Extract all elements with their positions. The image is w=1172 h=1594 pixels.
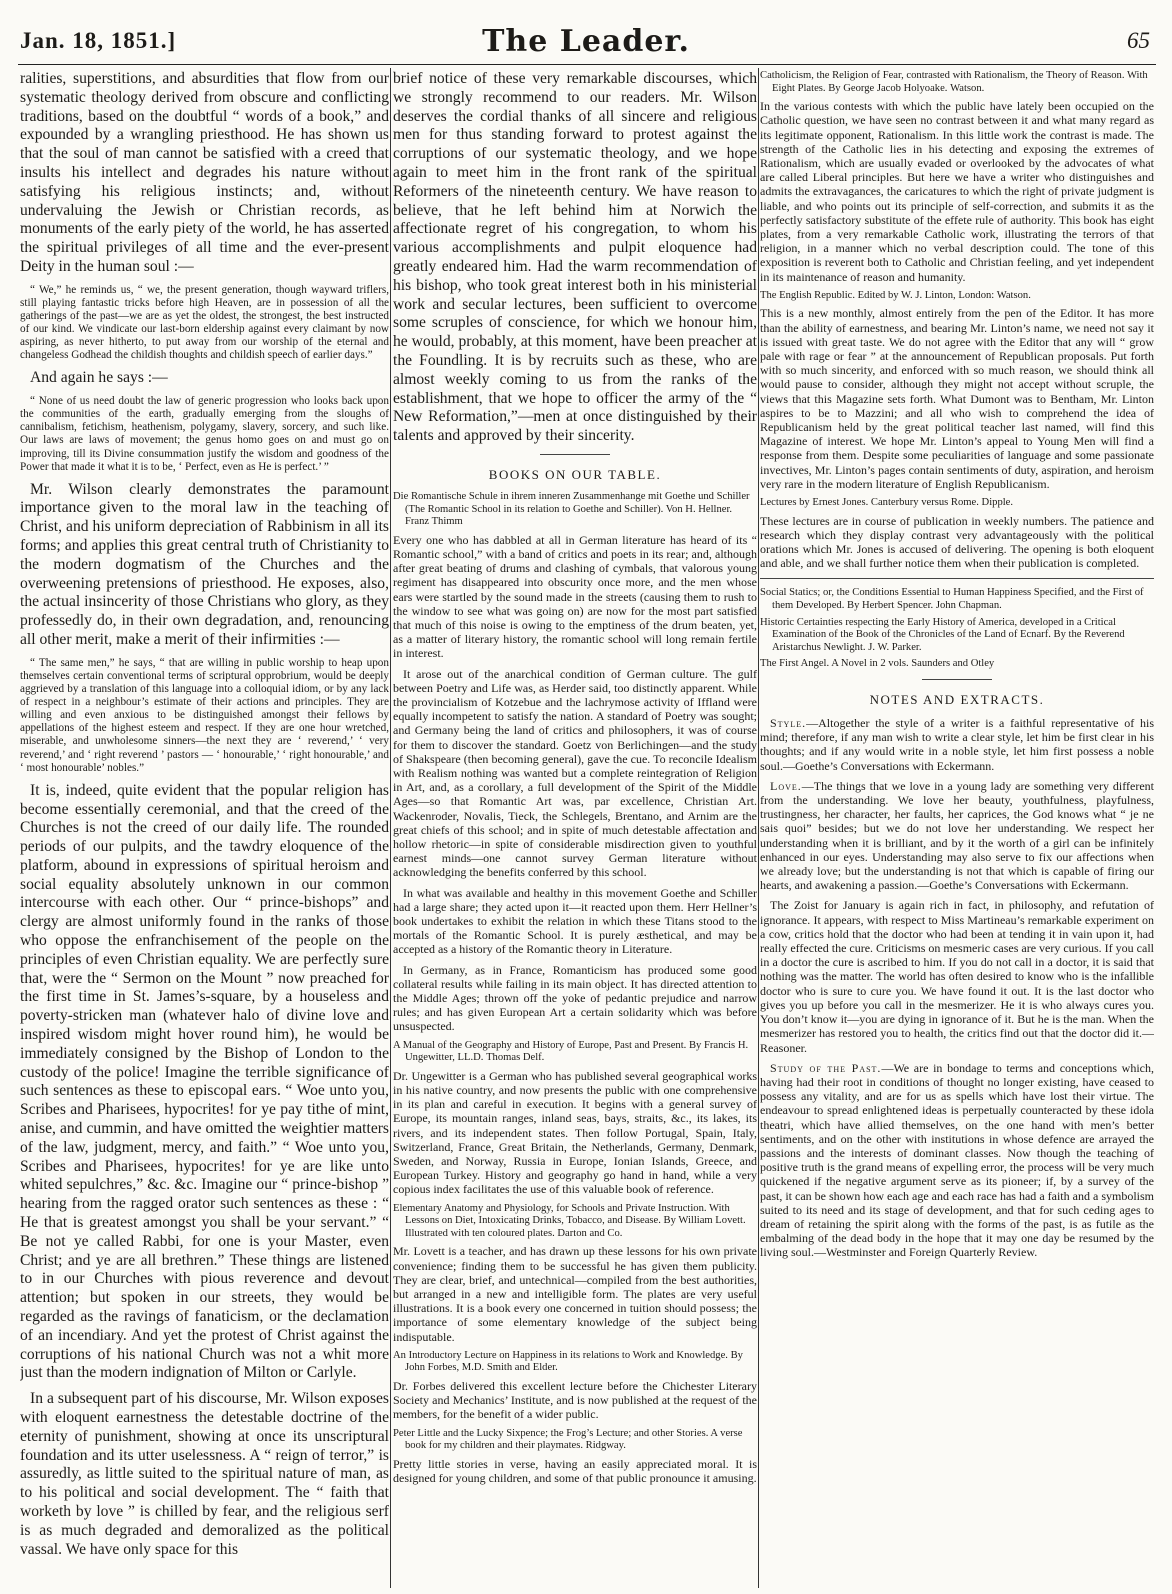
newspaper-title: The Leader. bbox=[482, 24, 690, 59]
book-entry bbox=[760, 658, 1154, 671]
column-1 bbox=[20, 70, 389, 1590]
book-title: The English Republic. Edited by W. J. Linton, bbox=[760, 289, 956, 301]
paragraph: brief notice of these very remarkable discourses, which we strongly recommend to our readers. Mr. Wilson deserves the cordial thanks of all sincere and religious men for thus standing forward to protest against the corruptions of our systematic theology, and we hope again to meet him in the front rank of the spiritual Reformers of the nineteenth century. We have reason to believe, that he left behind him at Norwich the affectionate regret of his congregation, to whom his various accomplishments and pulpit eloquence had greatly endeared him. Had the warm recommendation of his bishop, who took great interest both in his ministerial work and secular lectures, been sufficient to overcome some scruples of conscience, for which we honour him, he would, probably, at this moment, have been preacher at the Foundling. It is by recruits such as these, who are almost weekly coming to us from the ranks of the establishment, that we hope to officer the army of the “ New Reformation,”—men at once distinguished by their talents and approved by their sincerity. bbox=[393, 70, 757, 445]
book-title: The First Angel. A Novel in 2 vols. bbox=[760, 658, 909, 670]
book-title: Peter Little and the Lucky Sixpence; the Frog’s Lecture; and other Stories. A verse book for my children and their playmates. bbox=[393, 1427, 743, 1452]
review-paragraph: In what was available and healthy in this movement Goethe and Schiller had a large share; they acted upon it—it reacted upon them. Herr Hellner’s book undertakes to exhibit the relation in which these Titans stood to the mortals of the Romantic School. It is purely æsthetical, and may be accepted as a history of the Romantic theory in Literature. bbox=[393, 885, 757, 957]
book-title: An Introductory Lecture on Happiness in its relations to Work and Knowledge. By John Forbes, M.D. bbox=[393, 1349, 743, 1374]
book-entry bbox=[393, 1040, 757, 1065]
book-entry bbox=[760, 617, 1154, 655]
paragraph: And again he says :— bbox=[30, 369, 168, 387]
book-entry bbox=[393, 1203, 757, 1241]
book-entry bbox=[393, 491, 757, 529]
book-publisher: Saunders and Otley bbox=[911, 658, 995, 670]
book-publisher: London: Watson. bbox=[958, 289, 1031, 301]
review-paragraph: Mr. Lovett is a teacher, and has drawn up these lessons for his own private convenience; finding them to be successful he has given them publicity. They are clear, brief, and untechnical—compiled from the best authorities, but arranged in a new and intelligible form. The plates are very useful illustrations. It is a book every one concerned in tuition should possess; the importance of some elementary knowledge of the subject being indisputable. bbox=[393, 1244, 757, 1344]
book-title: Elementary Anatomy and Physiology, for Schools and Private Instruction. With Lessons on Diet, Intoxicating Drinks, Tobacco, and Disease. By William Lovett. Illustrated with ten coloured plates. bbox=[393, 1202, 746, 1239]
book-title: Die Romantische Schule in ihrem inneren Zusammenhange mit Goethe und Schiller (The Romantic School in its relation to Goethe and Schiller). Von H. Hellner. bbox=[393, 490, 750, 515]
book-publisher: Dipple. bbox=[981, 497, 1014, 509]
divider bbox=[922, 679, 992, 680]
column-3 bbox=[760, 70, 1154, 1590]
note-paragraph: The Zoist for January is again rich in fact, in philosophy, and refutation of ignorance. It appears, with respect to Miss Martineau’s remarkable experiment on a cow, critics hold that the doctor who had been at tending it in vain upon it, had really effected the cure. Criticisms on mesmeric cases are very curious. If you call in a doctor the cure is ascribed to him. If you do not call in a doctor, it is said that nothing was the matter. The world has often desired to know who is the infallible doctor who is sure to cure you. We have found it out. It is the last doctor who gives you up before you call in the mesmerizer. He it is who always cures you. You don’t know it—you are dying in ignorance of it. But he is the man. When the mesmerizer has restored you to health, the critics find out that the doctor did it.—Reasoner. bbox=[760, 898, 1154, 1055]
book-entry bbox=[760, 70, 1154, 95]
book-publisher: Thomas Delf. bbox=[486, 1052, 545, 1064]
paragraph: It is, indeed, quite evident that the popular religion has become essentially ceremonial, and that the creed of the Churches is not the creed of our daily life. The rounded periods of our pulpits, and the tawdry eloquence of the platform, abound in expressions of spiritual heroism and social equality absolutely unknown in our common intercourse with each other. Our “ prince-bishops” and clergy are almost uniformly found in the ranks of those who oppose the enfranchisement of the people on the principles of even Christian equality. We are perfectly sure that, were the “ Sermon on the Mount ” now preached for the first time in St. James’s-square, by a houseless and poverty-stricken man (whatever halo of divine love and inspired wisdom might hover round him), he would be immediately consigned by the Bishop of London to the custody of the police! Imagine the terrible significance of such sentences as these to episcopal ears. “ Woe unto you, Scribes and Pharisees, hypocrites! for ye pay tithe of mint, anise, and cummin, and have omitted the weightier matters of the law, judgment, mercy, and faith.” “ Woe unto you, Scribes and Pharisees, hypocrites! for ye are like unto whited sepulchres,” &c. &c. Imagine our “ prince-bishop ” hearing from the ragged orator such sentences as these : “ He that is greatest amongst you shall be your servant.” “ Be not ye called Rabbi, for one is your Master, even Christ; and ye are all brethren.” These things are listened to in our Churches with pious reverence and devout attention; but spoken in our streets, they would be regarded as the ravings of fanaticism, or the declamation of an incendiary. And yet the protest of Christ against the corruptions of his national Church was not a whit more just than the modern indignation of Milton or Carlyle. bbox=[20, 781, 389, 1382]
book-entry bbox=[760, 587, 1154, 612]
review-paragraph: It arose out of the anarchical condition of German culture. The gulf between Poetry and Life was, as Herder said, too distinctly apparent. While the provincialism of Kotzebue and the lachrymose activity of Iffland were equally incompetent to satisfy the nation. A standard of Poetry was sought; and Germany being the land of critics and philosophers, it was of course for them to discover the standard. Goetz von Berlichingen—and the study of Shakspeare (then becoming general), gave the cue. To reconcile Idealism with Realism nothing was wanted but a complete reintegration of Religion in Art, and, as a corollary, a full development of the Spirit of the Middle Ages—so that Romantic Art was, par excellence, Christian Art. Wackenroder, Novalis, Tieck, the Schlegels, Brentano, and Arnim are the great chiefs of this school; and in spite of much detestable affectation and hollow rhetoric—in spite of considerable misdirection given to youthful earnest minds—one cannot survey German literature without acknowledging the benefits conferred by this school. bbox=[393, 666, 757, 880]
note-text: —We are in bondage to terms and conceptions which, having had their root in conditions of thought no longer existing, have ceased to possess any vitality, and are for us as spells which have lost their virtue. The endeavour to spread enlightened ideas is perpetually counteracted by these idola theatri, which have allied themselves, on the one hand with men’s better sentiments, and on the other with institutions in whose defence are arrayed the passions and the interests of dominant classes. Now though the teaching of positive truth is the grand means of expelling error, the process will be very much quickened if the negative argument serve as its pioneer; if, by a survey of the past, it can be shown how each age and each race has had a faith and a symbolism suited to its need and its stage of development, and that for such ceding ages to dream of retaining the spirit along with the forms of the past, is as futile as the embalming of the dead body in the hope that it may one day be resumed by the living soul.—Westminster and Foreign Quarterly Review. bbox=[760, 1060, 1154, 1260]
note-text: —The things that we love in a young lady are something very different from the understanding. We love her beauty, youthfulness, playfulness, trustingness, her character, her faults, her caprices, the God knows what “ je ne sais quoi” besides; but we do not love her understanding. We respect her understanding when it is brilliant, and by it the worth of a girl can be infinitely enhanced in our eyes. Understanding may also serve to fix our affections when we already love; but the understanding is not that which is capable of firing our hearts, and awakening a passion.—Goethe’s Conversations with Eckermann. bbox=[760, 778, 1154, 893]
column-divider bbox=[390, 68, 391, 1588]
quotation: “ The same men,” he says, “ that are willing in public worship to heap upon themselves certain conventional terms of scriptural opprobrium, would be deeply aggrieved by a translation of this language into a colloquial idiom, or by any lack of respect in a neighbour’s estimate of their actions and principles. They are willing and even anxious to be distinguished amongst their fellows by appellations of the highest esteem and respect. If they are one hour wretched, miserable, and unwholesome sinners—the next they are ‘ reverend,’ ‘ very reverend,’ and ‘ right reverend ’ pastors — ‘ honourable,’ ‘ right honourable,’ and ‘ most honourable’ nobles.” bbox=[20, 656, 389, 774]
review-paragraph: In Germany, as in France, Romanticism has produced some good collateral results while failing in its main object. It has directed attention to the Middle Ages; thrown off the yoke of pedantic prejudice and narrow rules; and has given European Art a certain solidarity which was before unsuspected. bbox=[393, 962, 757, 1034]
review-paragraph: These lectures are in course of publication in weekly numbers. The patience and research which they display contrast very advantageously with the political orations which Mr. Jones is accused of delivering. The opening is both eloquent and able, and we shall further notice them when their publication is completed. bbox=[760, 513, 1154, 571]
book-title: Historic Certainties respecting the Early History of America, developed in a Critical Examination of the Book of the Chronicles of the Land of Ecnarf. By the Reverend Aristarchus Newlight. bbox=[760, 616, 1125, 653]
book-publisher: Franz Thimm bbox=[405, 516, 463, 528]
review-paragraph: Pretty little stories in verse, having an easily appreciated moral. It is designed for young children, and some of that public pronounce it amusing. bbox=[393, 1456, 757, 1486]
column-2 bbox=[393, 70, 757, 1590]
book-title: Catholicism, the Religion of Fear, contrasted with Rationalism, the Theory of Reason. With Eight Plates. By George Jacob Holyoake. bbox=[760, 70, 1148, 94]
column-divider bbox=[758, 68, 759, 1588]
book-publisher: Darton and Co. bbox=[557, 1227, 623, 1239]
review-paragraph: Every one who has dabbled at all in German literature has heard of its “ Romantic school,” with a band of critics and poets in its rear; and, although after great beating of drums and clashing of cymbals, that valorous young regiment has disappeared into obscurity once more, and the men whose ears were startled by the sound made in the streets (causing them to rush to the window to see what was going on) are now for the most part satisfied that much of this noise is owing to the emptiness of the drum beaten, yet, as a matter of literary history, the romantic school will long remain fertile in interest. bbox=[393, 532, 757, 661]
book-title: A Manual of the Geography and History of Europe, Past and Present. By Francis H. Ungewitter, LL.D. bbox=[393, 1039, 749, 1064]
book-title: Lectures by Ernest Jones. Canterbury versus Rome. bbox=[760, 497, 979, 509]
section-title: NOTES AND EXTRACTS. bbox=[869, 692, 1045, 708]
note-heading: Style. bbox=[770, 716, 807, 731]
quotation: “ None of us need doubt the law of generic progression who looks back upon the communities of the earth, gradually emerging from the sloughs of cannibalism, fetichism, heathenism, polygamy, slavery, sorcery, and such like. Our laws are laws of movement; the genus homo goes on and must go on improving, till its Divine consummation justify the wisdom and goodness of the Power that made it what it is to be, ‘ Perfect, even as He is perfect.’ ” bbox=[20, 395, 389, 473]
note-heading: Study of the Past. bbox=[770, 1060, 882, 1075]
note-text: —Altogether the style of a writer is a faithful representative of his mind; therefore, if any man wish to write a clear style, let him be first clear in his thoughts; and if any would write in a noble style, let him first possess a noble soul.—Goethe’s Conversations with Eckermann. bbox=[760, 716, 1154, 773]
paragraph: Mr. Wilson clearly demonstrates the paramount importance given to the moral law in the teaching of Christ, and his uniform depreciation of Rabbinism in all its forms; and applies this great central truth of Christianity to the modern dogmatism of the Churches and the overweening pretensions of priesthood. He exposes, also, the actual insincerity of those Christians who glory, as they professedly do, in their own degradation, and, renouncing all other merit, make a merit of their infirmities :— bbox=[20, 480, 389, 649]
divider bbox=[540, 454, 610, 455]
masthead bbox=[0, 0, 1172, 58]
book-entry bbox=[393, 1428, 757, 1453]
header-rule bbox=[18, 64, 1156, 65]
paragraph: ralities, superstitions, and absurdities that flow from our systematic theology derived from obscure and conflicting traditions, based on the doubtful “ words of a book,” and expounded by a wrangling priesthood. He has shown us that the soul of man cannot be satisfied with a creed that insults his intellect and degrades his nature without satisfying his religious instincts; and, without undervaluing the Jewish or Christian records, as monuments of the early piety of the world, he has asserted the spiritual privileges of all time and the ever-present Deity in the human soul :— bbox=[20, 70, 389, 275]
divider bbox=[760, 578, 1154, 579]
book-entry bbox=[760, 497, 1154, 510]
book-entry bbox=[393, 1350, 757, 1375]
book-entry bbox=[760, 290, 1154, 303]
book-publisher: Ridgway. bbox=[585, 1440, 626, 1452]
review-paragraph: In the various contests with which the public have lately been occupied on the Catholic question, we have seen no contrast between it and what many regard as its legitimate opponent, Rationalism. In this little work the contrast is made. The strength of the Catholic lies in his detecting and exposing the extremes of Rationalism, which are usually evaded or overlooked by the advocates of what are called Liberal principles. But here we have a writer who distinguishes and admits the extravagances, the caricatures to which the right of private judgment is liable, and who points out its principle of self-correction, and submits it as the perfectly satisfactory substitute of the effete rule of authority. This book has eight plates, from a very remarkable Catholic work, illustrating the terrors of that religion, in a manner which no verbal description could. The tone of this exposition is reverent both to Catholic and Christian feeling, and yet independent in its maintenance of reason and humanity. bbox=[760, 99, 1154, 284]
book-publisher: John Chapman. bbox=[935, 600, 1002, 612]
page-number: 65 bbox=[1127, 28, 1150, 53]
review-paragraph: Dr. Ungewitter is a German who has published several geographical works in his native country, and now presents the public with one comprehensive in its plan and careful in execution. It begins with a general survey of Europe, its mountain ranges, inland seas, bays, straits, &c., its lakes, its rivers, and its independent states. Then follow Portugal, Spain, Italy, Switzerland, France, Great Britain, the Netherlands, Germany, Denmark, Sweden, and Norway, Russia in Europe, Ionian Islands, Greece, and European Turkey. History and geography go hand in hand, while a very copious index facilitates the use of this valuable book of reference. bbox=[393, 1068, 757, 1197]
book-publisher: Smith and Elder. bbox=[486, 1362, 558, 1374]
paragraph: In a subsequent part of his discourse, Mr. Wilson exposes with eloquent earnestness the detestable doctrine of the eternity of punishment, showing at once its unscriptural foundation and its utter uselessness. A “ reign of terror,” is assuredly, as little suited to the spiritual nature of man, as to his political and social development. The “ faith that worketh by love ” is chilled by fear, and the religious serf is as much degraded and demoralized as the political vassal. We have only space for this bbox=[20, 1390, 389, 1558]
book-publisher: J. W. Parker. bbox=[868, 641, 922, 653]
note-heading: Love. bbox=[770, 778, 802, 793]
note-paragraph bbox=[760, 1061, 1154, 1260]
issue-date: Jan. 18, 1851.] bbox=[20, 28, 177, 53]
review-paragraph: This is a new monthly, almost entirely from the pen of the Editor. It has more than the ability of earnestness, and bearing Mr. Linton’s name, we need not say it is issued with great taste. We do not agree with the Editor that any will “ grow pale with rage or fear ” at the announcement of Republican proposals. Put forth with so much sincerity, and enforced with so much reason, we should think all would pause to consider, although they might not accept without scruple, the views that this Magazine sets forth. What Dumont was to Bentham, Mr. Linton aspires to be to Mazzini; and all who wish to comprehend the idea of Republicanism held by the great political teacher last named, will find this Magazine of interest. We hope Mr. Linton’s appeal to Young Men will find a response from them. Despite some peculiarities of language and some passionate invectives, Mr. Linton’s pages contain sentiments of duty, aspiration, and heroism very rare in the modern literature of English Republicanism. bbox=[760, 306, 1154, 491]
review-paragraph: Dr. Forbes delivered this excellent lecture before the Chichester Literary Society and Mechanics’ Institute, and is now published at the request of the members, for the benefit of a wider public. bbox=[393, 1379, 757, 1422]
note-paragraph bbox=[760, 716, 1154, 773]
note-paragraph bbox=[760, 779, 1154, 893]
quotation: “ We,” he reminds us, “ we, the present generation, though wayward triflers, still playing fantastic tricks before high Heaven, are in possession of all the gatherings of the past—we are as yet the oldest, the strongest, the best instructed of our kind. We vindicate our last-born eldership against every claimant by now aspiring, as never hitherto, to put away from our worship of the eternal and changeless Godhead the childish thoughts and childish speech of earlier days.” bbox=[20, 283, 389, 362]
section-title: BOOKS ON OUR TABLE. bbox=[488, 466, 662, 482]
book-title: Social Statics; or, the Conditions Essential to Human Happiness Specified, and the First of them Developed. By Herbert Spencer. bbox=[760, 587, 1144, 612]
book-publisher: Watson. bbox=[950, 82, 985, 94]
